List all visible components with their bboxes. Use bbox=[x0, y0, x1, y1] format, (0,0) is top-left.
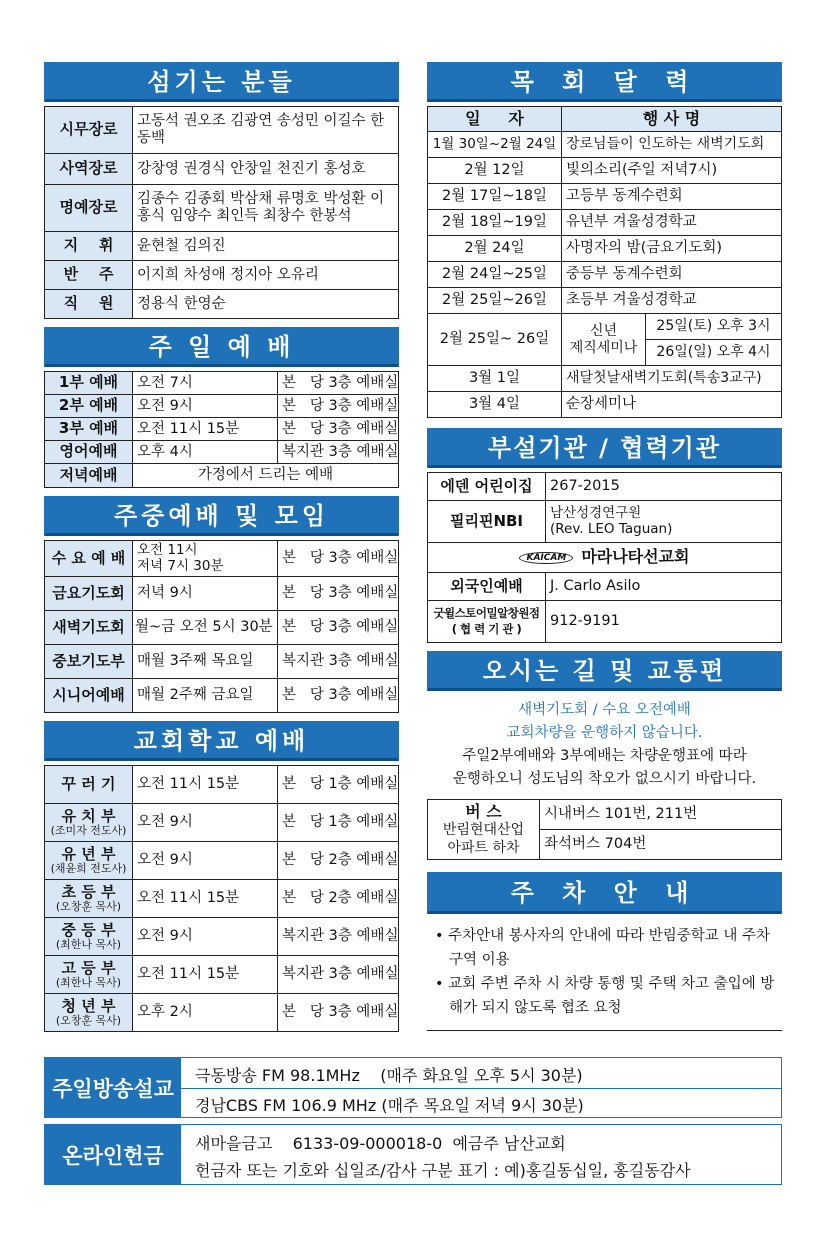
table-row bbox=[45, 645, 399, 679]
dept-leader: (조미자 전도사) bbox=[50, 823, 127, 837]
school-header bbox=[44, 721, 399, 761]
affiliate-value: J. Carlo Asilo bbox=[546, 573, 782, 601]
directions-header bbox=[427, 651, 782, 691]
dept-name: 유 치 부 bbox=[61, 806, 116, 825]
notice-blue-2: 교회차량을 운행하지 않습니다. bbox=[506, 725, 703, 741]
affiliates-header bbox=[427, 428, 782, 468]
service-label: 영어예배 bbox=[45, 441, 133, 464]
table-row bbox=[428, 800, 782, 830]
table-row bbox=[428, 501, 782, 543]
seminar-name: 신년 제직세미나 bbox=[562, 314, 646, 366]
table-row bbox=[428, 314, 782, 340]
event-date: 2월 18일~19일 bbox=[428, 210, 562, 236]
table-row bbox=[45, 804, 399, 842]
directions-title: 오시는 길 및 교통편 bbox=[482, 657, 727, 685]
dept-place: 복지관 3층 예배실 bbox=[278, 918, 399, 956]
table-row bbox=[428, 158, 782, 184]
service-time: 오전 11시 15분 bbox=[133, 418, 278, 441]
dept-label bbox=[45, 994, 133, 1032]
staff-label: 지 휘 bbox=[45, 232, 133, 261]
service-label: 2부 예배 bbox=[45, 395, 133, 418]
dept-time: 오전 9시 bbox=[133, 842, 278, 880]
meeting-place: 본 당 3층 예배실 bbox=[278, 679, 399, 713]
notice-blue-1: 새벽기도회 / 수요 오전예배 bbox=[518, 702, 691, 718]
meeting-place: 본 당 3층 예배실 bbox=[278, 611, 399, 645]
event-name: 초등부 겨울성경학교 bbox=[562, 288, 782, 314]
table-row bbox=[428, 573, 782, 601]
service-place: 복지관 3층 예배실 bbox=[278, 441, 399, 464]
broadcast-divider bbox=[181, 1088, 781, 1089]
meeting-time: 매월 2주째 금요일 bbox=[133, 679, 278, 713]
table-row bbox=[45, 766, 399, 804]
weekday-table bbox=[44, 540, 399, 713]
weekday-header bbox=[44, 496, 399, 536]
table-row bbox=[45, 918, 399, 956]
dept-place: 복지관 3층 예배실 bbox=[278, 956, 399, 994]
table-row bbox=[428, 543, 782, 573]
parking-title: 주 차 안 내 bbox=[510, 879, 699, 907]
offering-line-1: 새마을금고 6133-09-000018-0 예금주 남산교회 bbox=[195, 1134, 566, 1153]
table-row bbox=[428, 210, 782, 236]
table-row bbox=[45, 541, 399, 577]
dept-place: 본 당 2층 예배실 bbox=[278, 880, 399, 918]
dept-time: 오전 11시 15분 bbox=[133, 956, 278, 994]
table-header-row bbox=[428, 107, 782, 132]
meeting-label: 시니어예배 bbox=[45, 679, 133, 713]
dept-time: 오전 9시 bbox=[133, 804, 278, 842]
service-label: 1부 예배 bbox=[45, 372, 133, 395]
affiliate-value: 912-9191 bbox=[546, 601, 782, 643]
evening-text: 가정에서 드리는 예배 bbox=[133, 464, 399, 488]
event-name: 유년부 겨울성경학교 bbox=[562, 210, 782, 236]
table-row bbox=[428, 288, 782, 314]
dept-place: 본 당 1층 예배실 bbox=[278, 804, 399, 842]
table-row bbox=[428, 473, 782, 501]
table-row bbox=[45, 290, 399, 319]
staff-label: 명예장로 bbox=[45, 185, 133, 232]
dept-place: 본 당 3층 예배실 bbox=[278, 994, 399, 1032]
dept-label bbox=[45, 956, 133, 994]
event-date: 1월 30일~2월 24일 bbox=[428, 132, 562, 158]
event-name: 장로님들이 인도하는 새벽기도회 bbox=[562, 132, 782, 158]
event-date: 2월 24일~25일 bbox=[428, 262, 562, 288]
offering-line-2: 헌금자 또는 기호와 십일조/감사 구분 표기 : 예)홍길동십일, 홍길동감사 bbox=[195, 1161, 691, 1180]
table-row bbox=[45, 395, 399, 418]
service-place: 본 당 3층 예배실 bbox=[278, 395, 399, 418]
kaicam-logo-text: KAICAM bbox=[526, 552, 567, 563]
table-row bbox=[45, 154, 399, 185]
service-time: 오전 7시 bbox=[133, 372, 278, 395]
calendar-table bbox=[427, 106, 782, 418]
parking-item: • 교회 주변 주차 시 차량 통행 및 주택 차고 출입에 방해가 되지 않도록 협조 요청 bbox=[435, 976, 775, 1016]
kaicam-row bbox=[428, 543, 782, 573]
event-date: 3월 4일 bbox=[428, 392, 562, 418]
table-row bbox=[428, 184, 782, 210]
event-date: 2월 25일~26일 bbox=[428, 288, 562, 314]
sunday-title: 주 일 예 배 bbox=[148, 333, 295, 361]
staff-names: 고동석 권오조 김광연 송성민 이길수 한동백 bbox=[133, 107, 399, 154]
table-row bbox=[428, 132, 782, 158]
bus-table bbox=[427, 799, 782, 860]
table-row bbox=[45, 611, 399, 645]
parking-header bbox=[427, 872, 782, 914]
dept-name: 유 년 부 bbox=[61, 844, 116, 863]
event-date: 2월 17일~18일 bbox=[428, 184, 562, 210]
event-name: 빛의소리(주일 저녁7시) bbox=[562, 158, 782, 184]
event-name: 사명자의 밤(금요기도회) bbox=[562, 236, 782, 262]
table-row bbox=[428, 262, 782, 288]
bus-stop: 반림현대산업 아파트 하차 bbox=[442, 822, 525, 856]
event-name: 새달첫날새벽기도회(특송3교구) bbox=[562, 366, 782, 392]
affiliates-table bbox=[427, 472, 782, 643]
staff-names: 강창영 권경식 안창일 천진기 홍성호 bbox=[133, 154, 399, 185]
dept-leader: (채윤희 전도사) bbox=[50, 861, 127, 875]
service-place: 본 당 3층 예배실 bbox=[278, 372, 399, 395]
staff-label: 사역장로 bbox=[45, 154, 133, 185]
table-row bbox=[45, 418, 399, 441]
event-date: 2월 12일 bbox=[428, 158, 562, 184]
broadcast-label: 주일방송설교 bbox=[45, 1058, 181, 1117]
staff-header bbox=[44, 62, 399, 102]
service-time: 오후 4시 bbox=[133, 441, 278, 464]
dept-label bbox=[45, 880, 133, 918]
meeting-time: 오전 11시 저녁 7시 30분 bbox=[133, 541, 278, 577]
affiliate-label: 외국인예배 bbox=[428, 573, 546, 601]
meeting-time: 월~금 오전 5시 30분 bbox=[133, 611, 278, 645]
affiliate-value: 267-2015 bbox=[546, 473, 782, 501]
seminar-day2: 26일(일) 오후 4시 bbox=[646, 340, 782, 366]
meeting-place: 본 당 3층 예배실 bbox=[278, 541, 399, 577]
staff-title: 섬기는 분들 bbox=[147, 68, 296, 96]
table-row bbox=[428, 601, 782, 643]
meeting-label: 수 요 예 배 bbox=[45, 541, 133, 577]
affiliate-label: 필리핀NBI bbox=[428, 501, 546, 543]
offering-label: 온라인헌금 bbox=[45, 1125, 181, 1184]
service-label: 3부 예배 bbox=[45, 418, 133, 441]
calendar-header bbox=[427, 62, 782, 102]
dept-name: 초 등 부 bbox=[61, 882, 116, 901]
event-name: 순장세미나 bbox=[562, 392, 782, 418]
staff-table bbox=[44, 106, 399, 319]
broadcast-line-2: 경남CBS FM 106.9 MHz (매주 목요일 저녁 9시 30분) bbox=[195, 1096, 584, 1115]
dept-time: 오전 11시 15분 bbox=[133, 880, 278, 918]
directions-notice bbox=[427, 699, 782, 791]
dept-label bbox=[45, 842, 133, 880]
dept-leader: (오창훈 목사) bbox=[55, 899, 122, 913]
event-date: 3월 1일 bbox=[428, 366, 562, 392]
meeting-place: 본 당 3층 예배실 bbox=[278, 577, 399, 611]
dept-leader: (오창훈 목사) bbox=[55, 1013, 122, 1027]
weekday-title: 주중예배 및 모임 bbox=[114, 502, 329, 530]
dept-name: 꾸 러 기 bbox=[61, 774, 116, 793]
table-row bbox=[45, 679, 399, 713]
affiliate-value: 남산성경연구원 (Rev. LEO Taguan) bbox=[546, 501, 782, 543]
table-row bbox=[45, 464, 399, 488]
seminar-date: 2월 25일~ 26일 bbox=[428, 314, 562, 366]
school-table bbox=[44, 765, 399, 1032]
offering-box bbox=[44, 1124, 782, 1185]
school-title: 교회학교 예배 bbox=[133, 727, 310, 755]
table-row bbox=[45, 261, 399, 290]
table-row bbox=[428, 392, 782, 418]
table-row bbox=[45, 880, 399, 918]
table-row bbox=[45, 842, 399, 880]
sunday-header bbox=[44, 327, 399, 367]
dept-time: 오후 2시 bbox=[133, 994, 278, 1032]
table-row bbox=[428, 236, 782, 262]
table-row bbox=[45, 577, 399, 611]
event-name: 중등부 동계수련회 bbox=[562, 262, 782, 288]
right-column bbox=[427, 62, 782, 1031]
dept-label bbox=[45, 804, 133, 842]
event-date: 2월 24일 bbox=[428, 236, 562, 262]
bus-label: 버 스 bbox=[465, 802, 502, 821]
notice-2: 운행하오니 성도님의 착오가 없으시기 바랍니다. bbox=[452, 771, 757, 787]
table-row bbox=[428, 366, 782, 392]
dept-time: 오전 11시 15분 bbox=[133, 766, 278, 804]
table-row bbox=[45, 441, 399, 464]
kaicam-logo bbox=[519, 552, 573, 564]
table-row bbox=[45, 994, 399, 1032]
staff-names: 김종수 김종회 박삼채 류명호 박성환 이홍식 임양수 최인득 최창수 한봉석 bbox=[133, 185, 399, 232]
table-row bbox=[45, 956, 399, 994]
broadcast-box bbox=[44, 1057, 782, 1118]
sunday-table bbox=[44, 371, 399, 488]
dept-place: 본 당 1층 예배실 bbox=[278, 766, 399, 804]
meeting-place: 복지관 3층 예배실 bbox=[278, 645, 399, 679]
table-row bbox=[45, 232, 399, 261]
left-column bbox=[44, 62, 399, 1032]
meeting-label: 중보기도부 bbox=[45, 645, 133, 679]
table-row bbox=[45, 372, 399, 395]
service-place: 본 당 3층 예배실 bbox=[278, 418, 399, 441]
calendar-head-event: 행 사 명 bbox=[562, 107, 782, 132]
dept-name: 청 년 부 bbox=[61, 996, 116, 1015]
dept-time: 오전 9시 bbox=[133, 918, 278, 956]
service-time: 오전 9시 bbox=[133, 395, 278, 418]
staff-names: 이지희 차성애 정지아 오유리 bbox=[133, 261, 399, 290]
staff-names: 정용식 한영순 bbox=[133, 290, 399, 319]
event-name: 고등부 동계수련회 bbox=[562, 184, 782, 210]
dept-name: 고 등 부 bbox=[61, 958, 116, 977]
broadcast-line-1: 극동방송 FM 98.1MHz (매주 화요일 오후 5시 30분) bbox=[195, 1066, 583, 1085]
table-row bbox=[45, 107, 399, 154]
affiliate-label: 에덴 어린이집 bbox=[428, 473, 546, 501]
bus-city: 시내버스 101번, 211번 bbox=[540, 800, 782, 830]
calendar-title: 목 회 달 력 bbox=[510, 68, 699, 96]
staff-label: 반 주 bbox=[45, 261, 133, 290]
staff-label: 직 원 bbox=[45, 290, 133, 319]
staff-names: 윤현철 김의진 bbox=[133, 232, 399, 261]
table-row bbox=[45, 185, 399, 232]
bus-seat: 좌석버스 704번 bbox=[540, 830, 782, 860]
notice-1: 주일2부예배와 3부예배는 차량운행표에 따라 bbox=[462, 748, 747, 764]
meeting-label: 새벽기도회 bbox=[45, 611, 133, 645]
kaicam-text: 마라나타선교회 bbox=[581, 547, 690, 567]
dept-label bbox=[45, 766, 133, 804]
bus-stop-cell bbox=[428, 800, 540, 860]
meeting-time: 매월 3주째 목요일 bbox=[133, 645, 278, 679]
dept-place: 본 당 2층 예배실 bbox=[278, 842, 399, 880]
meeting-time: 저녁 9시 bbox=[133, 577, 278, 611]
parking-list bbox=[427, 924, 782, 1031]
calendar-head-date: 일 자 bbox=[428, 107, 562, 132]
dept-leader: (최한나 목사) bbox=[55, 937, 122, 951]
affiliate-label: 굿윌스토어밀알창원점 ( 협 력 기 관 ) bbox=[428, 601, 546, 643]
meeting-label: 금요기도회 bbox=[45, 577, 133, 611]
seminar-day1: 25일(토) 오후 3시 bbox=[646, 314, 782, 340]
dept-leader: (최한나 목사) bbox=[55, 975, 122, 989]
affiliates-title: 부설기관 / 협력기관 bbox=[488, 434, 721, 462]
dept-label bbox=[45, 918, 133, 956]
parking-item: • 주차안내 봉사자의 안내에 따라 반림중학교 내 주차구역 이용 bbox=[435, 928, 770, 968]
staff-label: 시무장로 bbox=[45, 107, 133, 154]
service-label: 저녁예배 bbox=[45, 464, 133, 488]
dept-name: 중 등 부 bbox=[61, 920, 116, 939]
